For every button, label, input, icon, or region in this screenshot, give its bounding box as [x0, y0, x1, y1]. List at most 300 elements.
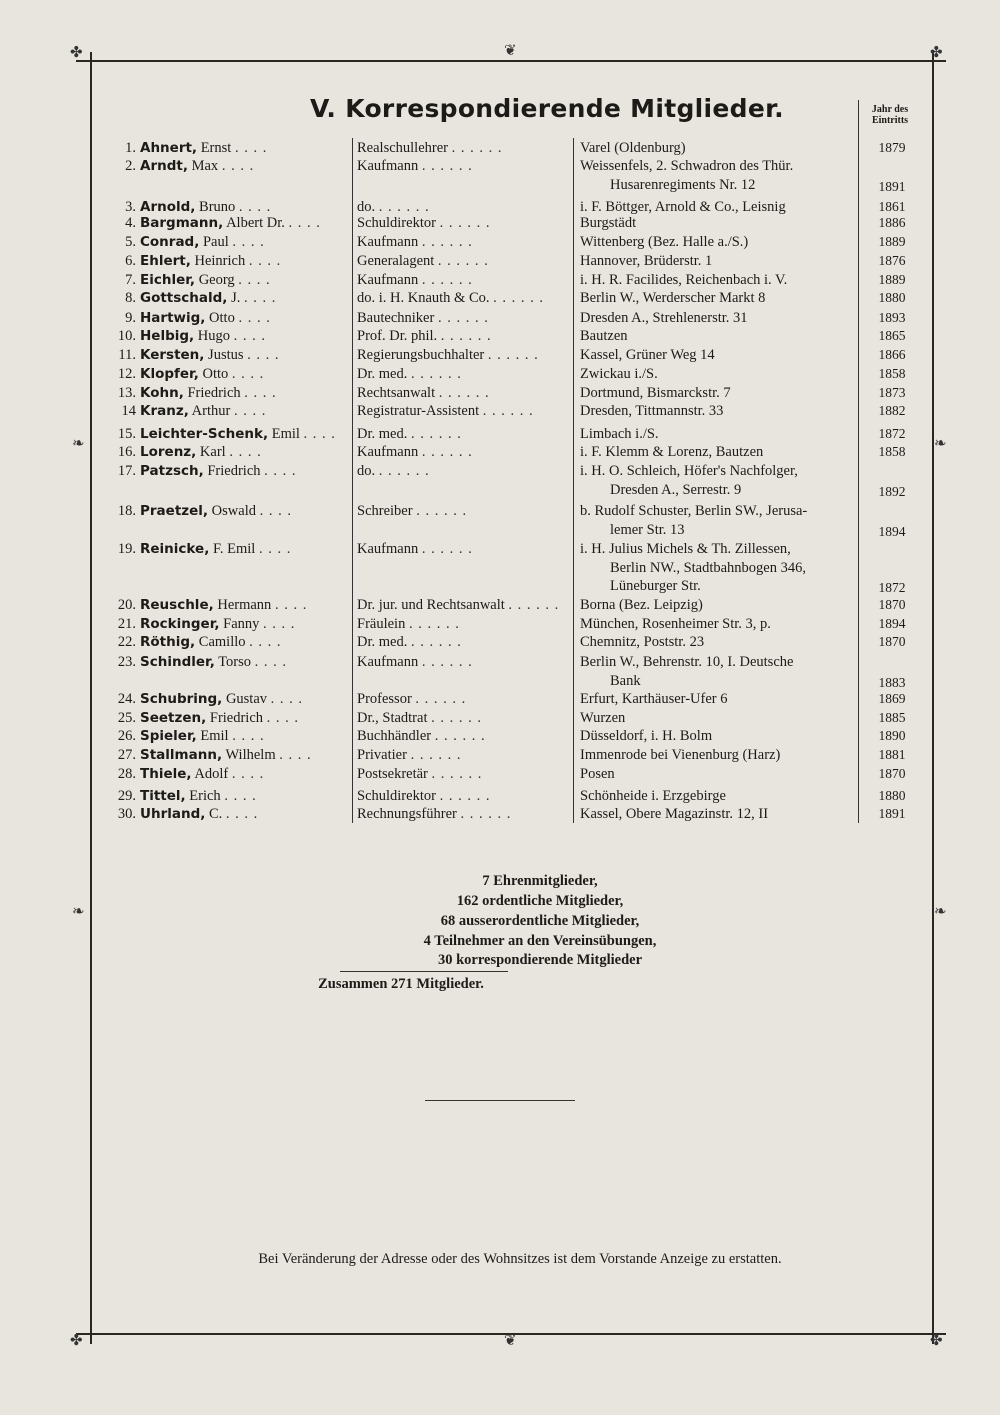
member-address-line: Burgstädt	[580, 215, 637, 231]
member-address-line: Erfurt, Karthäuser-Ufer 6	[580, 691, 728, 707]
member-name	[140, 403, 266, 420]
leader-dots: . . . . . .	[416, 503, 468, 519]
year-column-header: Jahr des Eintritts	[871, 104, 909, 126]
member-profession-text: Kaufmann	[357, 234, 419, 250]
member-given-name: C.	[209, 806, 223, 822]
member-year: 1870	[878, 597, 906, 612]
member-profession-text: Kaufmann	[357, 158, 419, 174]
member-profession-text: Dr. jur. und Rechtsanwalt	[357, 597, 505, 613]
member-profession	[357, 215, 490, 232]
member-profession	[357, 710, 482, 727]
member-surname: Praetzel,	[140, 503, 209, 519]
member-given-name: Otto	[209, 310, 235, 326]
member-year: 1872	[878, 426, 906, 441]
member-year: 1879	[878, 140, 906, 155]
member-address-line: Husarenregiments Nr. 12	[610, 176, 756, 193]
frame-right-rule	[932, 52, 934, 1344]
member-profession-text: do.	[357, 463, 376, 479]
member-name	[140, 444, 262, 461]
member-number: 8.	[125, 290, 136, 306]
member-profession-text: Dr., Stadtrat	[357, 710, 428, 726]
member-surname: Gottschald,	[140, 290, 228, 306]
leader-dots: . . . . . .	[415, 691, 467, 707]
member-profession	[357, 347, 539, 364]
member-address-line: München, Rosenheimer Str. 3, p.	[580, 616, 771, 632]
leader-dots: . . . . . .	[460, 806, 512, 822]
member-address-line: Borna (Bez. Leipzig)	[580, 597, 703, 613]
member-surname: Schindler,	[140, 654, 215, 670]
corner-ornament-icon: ✤	[930, 1333, 943, 1349]
member-year: 1889	[878, 272, 906, 287]
corner-ornament-icon: ✤	[70, 45, 83, 61]
member-given-name: Karl	[199, 444, 226, 460]
member-number: 27.	[117, 747, 136, 763]
member-profession	[357, 158, 473, 175]
member-address-line: Posen	[580, 766, 615, 782]
member-address-line: Dresden, Tittmannstr. 33	[580, 403, 724, 419]
leader-dots: . . . .	[234, 140, 268, 156]
member-name	[140, 215, 321, 232]
member-given-name: Adolf	[194, 766, 229, 782]
leader-dots: . . . .	[238, 310, 271, 326]
member-surname: Reinicke,	[140, 541, 210, 557]
leader-dots: . . . .	[288, 215, 321, 231]
member-profession	[357, 140, 503, 157]
member-given-name: Gustav	[225, 691, 268, 707]
leader-dots: . . . . . .	[493, 290, 545, 306]
member-profession	[357, 806, 511, 823]
member-name	[140, 766, 264, 783]
member-given-name: Friedrich	[187, 385, 241, 401]
leader-dots: . . . .	[225, 806, 259, 822]
member-given-name: F. Emil	[212, 541, 256, 557]
member-profession-text: Rechtsanwalt	[357, 385, 436, 401]
member-year: 1880	[878, 290, 906, 305]
member-name	[140, 385, 277, 402]
member-surname: Schubring,	[140, 691, 223, 707]
member-surname: Bargmann,	[140, 215, 224, 231]
member-name	[140, 347, 280, 364]
column-rule-address	[573, 138, 574, 823]
member-profession-text: Schuldirektor	[357, 788, 436, 804]
leader-dots: . . . .	[233, 403, 267, 419]
member-profession-text: Dr. med.	[357, 634, 408, 650]
member-given-name: Camillo	[198, 634, 246, 650]
footer-note: Bei Veränderung der Adresse oder des Wohnsitzes ist dem Vorstande Anzeige zu erstatten.	[258, 1251, 782, 1267]
member-profession	[357, 272, 473, 289]
member-name	[140, 328, 266, 345]
member-profession-text: Kaufmann	[357, 654, 419, 670]
member-number: 26.	[117, 728, 136, 744]
summary-line: 30 korrespondierende Mitglieder	[437, 952, 643, 968]
member-address-line: b. Rudolf Schuster, Berlin SW., Jerusa-	[580, 503, 808, 519]
member-surname: Reuschle,	[140, 597, 214, 613]
member-given-name: Friedrich	[209, 710, 264, 726]
side-ornament-icon: ❧	[934, 904, 947, 920]
member-given-name: Hugo	[197, 328, 231, 344]
member-year: 1885	[878, 710, 906, 725]
leader-dots: . . . .	[238, 199, 272, 215]
member-profession-text: Kaufmann	[357, 444, 419, 460]
member-name	[140, 366, 264, 383]
leader-dots: . . . .	[303, 426, 336, 442]
leader-dots: . . . . . .	[421, 654, 473, 670]
leader-dots: . . . .	[244, 385, 277, 401]
member-year: 1873	[878, 385, 906, 400]
corner-ornament-icon: ✤	[70, 1333, 83, 1349]
member-address-line: Zwickau i./S.	[580, 366, 658, 382]
member-year: 1872	[878, 580, 906, 596]
member-number: 15.	[117, 426, 136, 442]
leader-dots: . . . . . .	[437, 253, 489, 269]
member-name	[140, 140, 267, 157]
member-profession-text: Schuldirektor	[357, 215, 436, 231]
leader-dots: . . . . . .	[421, 541, 473, 557]
member-number: 6.	[125, 253, 136, 269]
member-name	[140, 788, 257, 805]
member-number: 28.	[117, 766, 136, 782]
member-profession-text: Buchhändler	[357, 728, 432, 744]
member-number: 3.	[125, 199, 136, 215]
member-profession	[357, 199, 430, 216]
member-address-line: lemer Str. 13	[610, 521, 685, 538]
member-surname: Rockinger,	[140, 616, 220, 632]
member-number: 19.	[117, 541, 136, 557]
member-profession-text: Registratur-Assistent	[357, 403, 480, 419]
member-given-name: Hermann	[217, 597, 272, 613]
member-surname: Leichter-Schenk,	[140, 426, 269, 442]
member-address-line: i. F. Böttger, Arnold & Co., Leisnig	[580, 199, 786, 215]
member-name	[140, 654, 287, 671]
member-profession	[357, 385, 490, 402]
member-surname: Seetzen,	[140, 710, 207, 726]
member-given-name: Emil	[271, 426, 300, 442]
member-year: 1894	[878, 616, 906, 631]
leader-dots: . . . . . .	[508, 597, 560, 613]
leader-dots: . . . .	[249, 634, 282, 650]
member-given-name: Ernst	[200, 140, 232, 156]
member-profession	[357, 691, 466, 708]
member-given-name: Otto	[202, 366, 229, 382]
leader-dots: . . . . . .	[421, 272, 473, 288]
member-profession	[357, 728, 486, 745]
leader-dots: . . . .	[254, 654, 288, 670]
member-year: 1869	[878, 691, 906, 706]
member-profession	[357, 310, 489, 327]
member-surname: Stallmann,	[140, 747, 223, 763]
member-surname: Lorenz,	[140, 444, 197, 460]
member-profession	[357, 234, 473, 251]
summary-line: 68 ausserordentliche Mitglieder,	[440, 913, 640, 929]
member-profession-text: Professor	[357, 691, 412, 707]
member-year: 1894	[878, 523, 906, 539]
member-surname: Arnold,	[140, 199, 196, 215]
member-year: 1858	[878, 444, 906, 459]
leader-dots: . . . . . .	[378, 199, 430, 215]
leader-dots: . . . .	[264, 463, 297, 479]
leader-dots: . . . . . .	[482, 403, 534, 419]
member-surname: Conrad,	[140, 234, 200, 250]
member-profession-text: Generalagent	[357, 253, 435, 269]
member-number: 11.	[118, 347, 136, 363]
member-address-line: i. H. R. Facilides, Reichenbach i. V.	[580, 272, 788, 288]
member-profession	[357, 788, 490, 805]
member-year: 1880	[878, 788, 906, 803]
member-surname: Kranz,	[140, 403, 189, 419]
member-address-line: Lüneburger Str.	[610, 578, 701, 595]
member-surname: Spieler,	[140, 728, 197, 744]
member-name	[140, 234, 265, 251]
leader-dots: . . . . . .	[439, 788, 491, 804]
member-profession-text: Realschullehrer	[357, 140, 448, 156]
member-name	[140, 199, 271, 216]
member-surname: Ahnert,	[140, 140, 198, 156]
leader-dots: . . . . . .	[421, 444, 473, 460]
member-surname: Kohn,	[140, 385, 184, 401]
leader-dots: . . . .	[243, 290, 277, 306]
member-name	[140, 710, 299, 727]
leader-dots: . . . . . .	[410, 426, 462, 442]
leader-dots: . . . . . .	[378, 463, 430, 479]
member-given-name: Paul	[202, 234, 229, 250]
member-surname: Thiele,	[140, 766, 192, 782]
member-number: 29.	[117, 788, 136, 804]
member-name	[140, 463, 297, 480]
member-given-name: Torso	[218, 654, 252, 670]
summary-line: 162 ordentliche Mitglieder,	[456, 893, 624, 909]
member-name	[140, 253, 281, 270]
member-surname: Klopfer,	[140, 366, 199, 382]
member-address-line: i. H. O. Schleich, Höfer's Nachfolger,	[580, 463, 798, 479]
leader-dots: . . . .	[247, 347, 280, 363]
summary-rule	[340, 971, 508, 972]
member-address-line: Hannover, Brüderstr. 1	[580, 253, 713, 269]
member-given-name: J.	[231, 290, 241, 306]
frame-top-rule	[76, 60, 946, 62]
member-address-line: Varel (Oldenburg)	[580, 140, 686, 156]
leader-dots: . . . .	[266, 710, 300, 726]
side-ornament-icon: ❧	[934, 436, 947, 452]
member-profession-text: Prof. Dr. phil.	[357, 328, 438, 344]
leader-dots: . . . . . .	[410, 747, 462, 763]
leader-dots: . . . .	[232, 728, 265, 744]
member-year: 1882	[878, 403, 906, 418]
member-year: 1893	[878, 310, 906, 325]
member-surname: Helbig,	[140, 328, 195, 344]
member-year: 1891	[878, 178, 906, 194]
member-profession-text: Kaufmann	[357, 272, 419, 288]
leader-dots: . . . .	[231, 766, 265, 782]
member-number: 10.	[117, 328, 136, 344]
member-profession-text: Dr. med.	[357, 366, 408, 382]
member-number: 1.	[125, 140, 136, 156]
member-year: 1870	[878, 634, 906, 649]
member-year: 1876	[878, 253, 906, 268]
leader-dots: . . . .	[238, 272, 271, 288]
member-surname: Eichler,	[140, 272, 196, 288]
member-given-name: Wilhelm	[225, 747, 276, 763]
leader-dots: . . . . . .	[487, 347, 539, 363]
member-year: 1883	[878, 674, 906, 690]
member-name	[140, 290, 276, 307]
member-address-line: Bautzen	[580, 328, 628, 344]
member-name	[140, 616, 295, 633]
member-profession	[357, 654, 473, 671]
member-address-line: Chemnitz, Poststr. 23	[580, 634, 705, 650]
member-number: 20.	[117, 597, 136, 613]
member-profession	[357, 328, 492, 345]
member-profession	[357, 426, 462, 443]
member-number: 17.	[117, 463, 136, 479]
member-number: 12.	[117, 366, 136, 382]
member-year: 1891	[878, 806, 906, 821]
leader-dots: . . . .	[263, 616, 296, 632]
member-name	[140, 747, 312, 764]
member-number: 18.	[117, 503, 136, 519]
member-profession-text: do. i. H. Knauth & Co.	[357, 290, 490, 306]
summary-line: 7 Ehrenmitglieder,	[482, 873, 598, 889]
member-address-line: Wurzen	[580, 710, 626, 726]
leader-dots: . . . .	[229, 444, 262, 460]
corner-ornament-icon: ✤	[930, 45, 943, 61]
member-address-line: Bank	[610, 672, 641, 689]
leader-dots: . . . . . .	[421, 158, 473, 174]
member-profession-text: Bautechniker	[357, 310, 435, 326]
leader-dots: . . . .	[231, 366, 265, 382]
member-number: 16.	[117, 444, 136, 460]
leader-dots: . . . . . .	[410, 366, 462, 382]
member-profession-text: Fräulein	[357, 616, 406, 632]
leader-dots: . . . .	[232, 234, 265, 250]
leader-dots: . . . . . .	[421, 234, 473, 250]
member-address-line: Dresden A., Serrestr. 9	[610, 481, 742, 498]
member-given-name: Friedrich	[207, 463, 261, 479]
member-profession	[357, 634, 462, 651]
member-address-line: Wittenberg (Bez. Halle a./S.)	[580, 234, 749, 250]
member-profession-text: Rechnungsführer	[357, 806, 457, 822]
leader-dots: . . . . . .	[410, 634, 462, 650]
member-number: 21.	[117, 616, 136, 632]
member-profession	[357, 597, 559, 614]
member-number: 5.	[125, 234, 136, 250]
member-name	[140, 728, 265, 745]
member-given-name: Heinrich	[194, 253, 246, 269]
center-ornament-icon: ❦	[504, 43, 517, 59]
member-surname: Uhrland,	[140, 806, 206, 822]
member-given-name: Arthur	[191, 403, 231, 419]
member-year: 1858	[878, 366, 906, 381]
leader-dots: . . . .	[279, 747, 312, 763]
member-name	[140, 597, 307, 614]
leader-dots: . . . .	[221, 158, 255, 174]
member-profession	[357, 766, 482, 783]
leader-dots: . . . . . .	[431, 710, 482, 726]
column-rule-profession	[352, 138, 353, 823]
member-profession-text: Kaufmann	[357, 541, 419, 557]
member-year: 1861	[878, 199, 906, 214]
member-year: 1865	[878, 328, 906, 343]
member-name	[140, 691, 303, 708]
leader-dots: . . . . . .	[440, 328, 492, 344]
member-address-line: Dortmund, Bismarckstr. 7	[580, 385, 731, 401]
member-profession	[357, 616, 460, 633]
column-rule-year	[858, 100, 859, 823]
member-address-line: Berlin NW., Stadtbahnbogen 346,	[610, 559, 806, 576]
member-profession	[357, 444, 473, 461]
member-surname: Tittel,	[140, 788, 186, 804]
member-given-name: Oswald	[211, 503, 256, 519]
member-profession	[357, 747, 461, 764]
member-number: 7.	[125, 272, 136, 288]
member-name	[140, 806, 258, 823]
member-surname: Arndt,	[140, 158, 188, 174]
member-profession	[357, 503, 467, 520]
member-address-line: Schönheide i. Erzgebirge	[580, 788, 726, 804]
total-line: Zusammen 271 Mitglieder.	[318, 976, 484, 992]
member-surname: Röthig,	[140, 634, 196, 650]
member-given-name: Emil	[200, 728, 229, 744]
leader-dots: . . . .	[224, 788, 257, 804]
member-given-name: Bruno	[199, 199, 236, 215]
member-address-line: Berlin W., Behrenstr. 10, I. Deutsche	[580, 654, 794, 670]
member-number: 23.	[117, 654, 136, 670]
member-given-name: Justus	[208, 347, 244, 363]
member-profession-text: Postsekretär	[357, 766, 428, 782]
member-profession	[357, 290, 544, 307]
member-year: 1870	[878, 766, 906, 781]
member-given-name: Albert Dr.	[226, 215, 285, 231]
side-ornament-icon: ❧	[72, 904, 85, 920]
side-ornament-icon: ❧	[72, 436, 85, 452]
section-divider	[425, 1100, 575, 1101]
member-given-name: Erich	[189, 788, 221, 804]
frame-left-rule	[90, 52, 92, 1344]
leader-dots: . . . . . .	[431, 766, 483, 782]
member-number: 30.	[117, 806, 136, 822]
member-profession	[357, 253, 489, 270]
leader-dots: . . . . . .	[451, 140, 503, 156]
member-address-line: i. H. Julius Michels & Th. Zillessen,	[580, 541, 791, 557]
member-name	[140, 541, 291, 558]
member-year: 1881	[878, 747, 906, 762]
leader-dots: . . . . . .	[408, 616, 460, 632]
member-year: 1892	[878, 483, 906, 499]
member-number: 9.	[125, 310, 136, 326]
member-profession-text: Schreiber	[357, 503, 413, 519]
member-profession-text: Privatier	[357, 747, 407, 763]
summary-line: 4 Teilnehmer an den Vereinsübungen,	[423, 933, 657, 949]
leader-dots: . . . .	[233, 328, 267, 344]
leader-dots: . . . .	[248, 253, 282, 269]
member-number: 22.	[117, 634, 136, 650]
member-profession	[357, 366, 462, 383]
member-number: 13.	[117, 385, 136, 401]
member-number: 25.	[117, 710, 136, 726]
leader-dots: . . . .	[259, 503, 292, 519]
member-year: 1890	[878, 728, 906, 743]
member-name	[140, 634, 282, 651]
leader-dots: . . . .	[274, 597, 308, 613]
member-name	[140, 426, 336, 443]
page-title: V. Korrespondierende Mitglieder.	[310, 94, 784, 123]
member-profession	[357, 463, 430, 480]
member-given-name: Fanny	[223, 616, 260, 632]
member-number: 4.	[125, 215, 136, 231]
member-profession	[357, 541, 473, 558]
leader-dots: . . . .	[258, 541, 292, 557]
member-surname: Ehlert,	[140, 253, 191, 269]
member-address-line: Düsseldorf, i. H. Bolm	[580, 728, 713, 744]
